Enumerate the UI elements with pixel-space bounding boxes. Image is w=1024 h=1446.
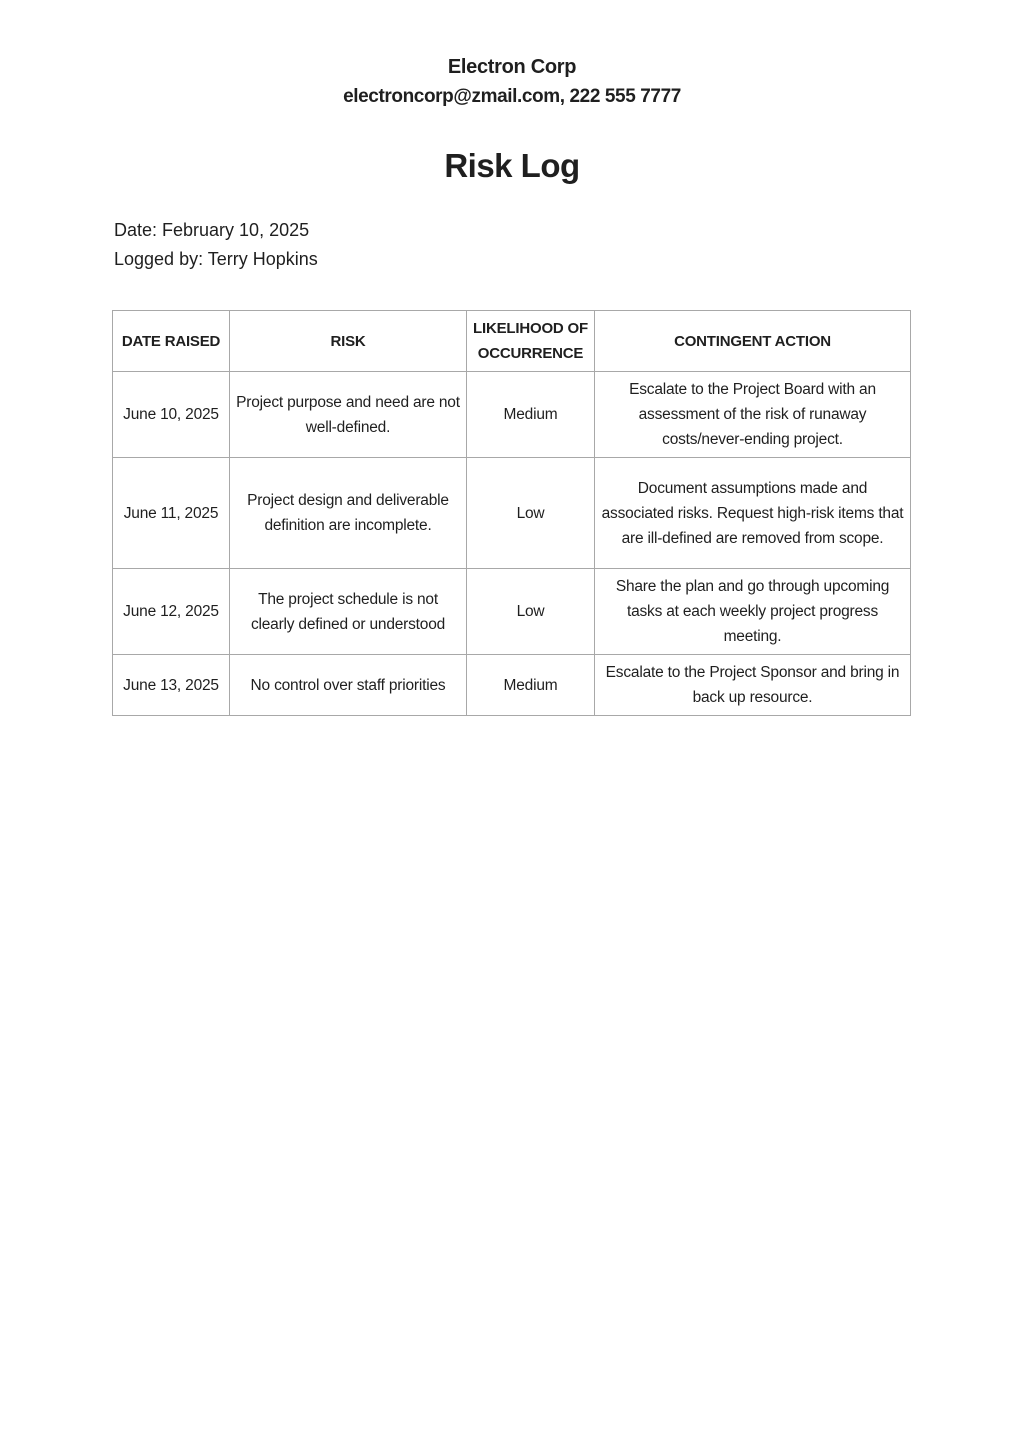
table-row [113, 458, 911, 569]
column-header-likelihood: LIKELIHOOD OF OCCURRENCE [467, 311, 595, 372]
cell-risk: Project purpose and need are not well-defined. [230, 372, 467, 458]
cell-likelihood: Low [467, 458, 595, 569]
cell-likelihood: Medium [467, 372, 595, 458]
company-contact: electroncorp@zmail.com, 222 555 7777 [343, 86, 681, 107]
cell-likelihood: Low [467, 569, 595, 655]
cell-date-raised: June 13, 2025 [113, 655, 230, 716]
company-name: Electron Corp [447, 56, 577, 78]
cell-contingent-action: Escalate to the Project Sponsor and bring in back up resource. [595, 655, 911, 716]
page-title: Risk Log [444, 147, 580, 184]
cell-date-raised: June 12, 2025 [113, 569, 230, 655]
table-row [113, 655, 911, 716]
table-row [113, 569, 911, 655]
column-header-date-raised: DATE RAISED [113, 311, 230, 372]
table-row [113, 372, 911, 458]
logged-by: Logged by: Terry Hopkins [114, 249, 318, 269]
cell-contingent-action: Share the plan and go through upcoming tasks at each weekly project progress meeting. [595, 569, 911, 655]
risk-log-table [112, 310, 911, 716]
cell-risk: Project design and deliverable definition are incomplete. [230, 458, 467, 569]
cell-risk: No control over staff priorities [230, 655, 467, 716]
cell-contingent-action: Escalate to the Project Board with an assessment of the risk of runaway costs/never-ending project. [595, 372, 911, 458]
cell-likelihood: Medium [467, 655, 595, 716]
column-header-risk: RISK [230, 311, 467, 372]
column-header-contingent-action: CONTINGENT ACTION [595, 311, 911, 372]
log-date: Date: February 10, 2025 [114, 220, 310, 240]
cell-date-raised: June 10, 2025 [113, 372, 230, 458]
cell-contingent-action: Document assumptions made and associated risks. Request high-risk items that are ill-defined are removed from scope. [595, 458, 911, 569]
cell-risk: The project schedule is not clearly defined or understood [230, 569, 467, 655]
cell-date-raised: June 11, 2025 [113, 458, 230, 569]
table-header-row [113, 311, 911, 372]
